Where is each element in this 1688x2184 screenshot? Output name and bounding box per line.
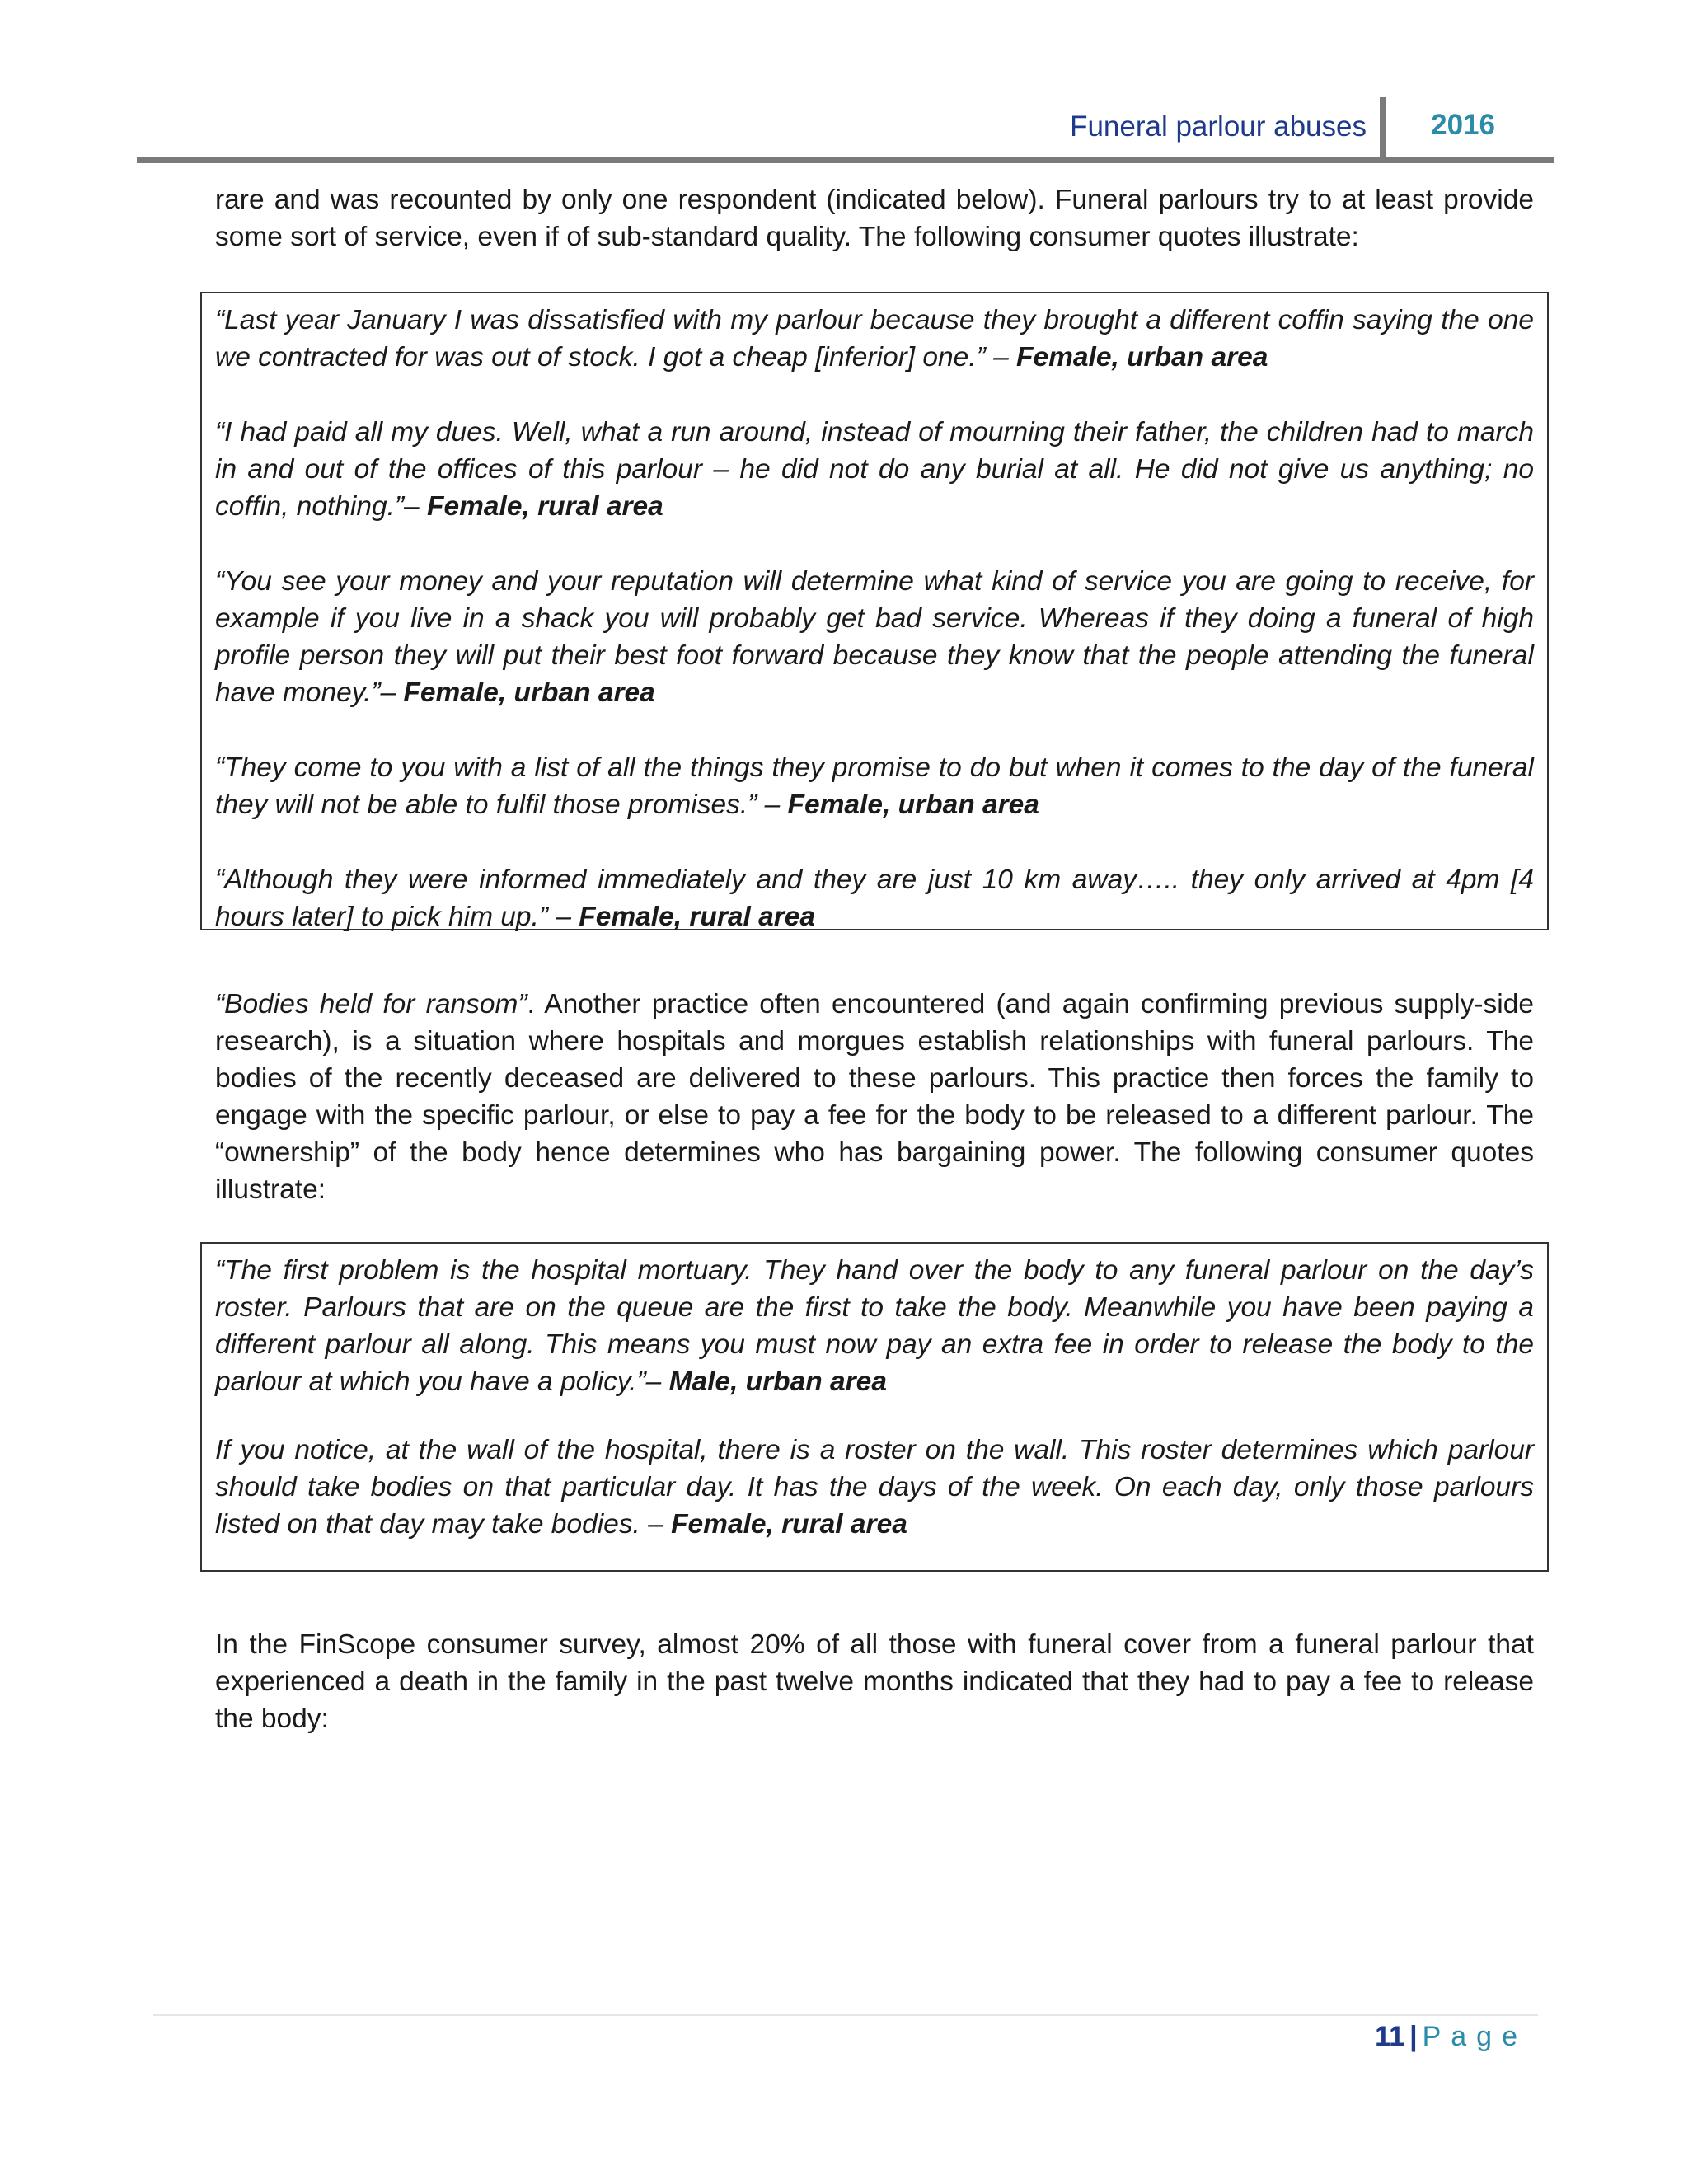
header-title: Funeral parlour abuses	[1070, 110, 1367, 143]
ransom-lead: “Bodies held for ransom”	[215, 989, 528, 1019]
quote-item: “The first problem is the hospital mortuary. They hand over the body to any funeral parlour on the day’s roster. Parlours that are on the queue are the first to take the body. Meanwhile you have been paying a different parlour all along. This means you must now pay an extra fee in order to release the body to the parlour at which you have a policy.”– Male, urban area	[215, 1255, 1534, 1397]
quote-attribution: Female, urban area	[403, 677, 655, 708]
ransom-body: . Another practice often encountered (and again confirming previous supply-side research), is a situation where hospitals and morgues establish relationships with funeral parlours. The bodies of the recently deceased are delivered to these parlours. This practice then forces the family to engage with the specific parlour, or else to pay a fee for the body to be released to a different parlour. The “ownership” of the body hence determines who has bargaining power. The following consumer quotes illustrate:	[215, 989, 1534, 1205]
header-year: 2016	[1431, 109, 1495, 141]
quote-attribution: Female, urban area	[787, 790, 1039, 820]
finscope-paragraph: In the FinScope consumer survey, almost 20% of all those with funeral cover from a funeral parlour that experienced a death in the family in the past twelve months indicated that they had to pay a fee to release the body:	[215, 1629, 1534, 1734]
quote-box-service	[200, 292, 1549, 930]
quote-attribution: Female, rural area	[427, 491, 663, 522]
page-footer	[1375, 2021, 1527, 2053]
page-label: Page	[1422, 2021, 1527, 2052]
quote-box-ransom	[200, 1242, 1549, 1572]
ransom-paragraph	[215, 986, 1534, 1208]
quote-attribution: Male, urban area	[668, 1366, 887, 1397]
page-separator: |	[1409, 2021, 1418, 2052]
quote-item: “They come to you with a list of all the things they promise to do but when it comes to the day of the funeral they will not be able to fulfil those promises.” – Female, urban area	[215, 752, 1534, 820]
quote-item: “I had paid all my dues. Well, what a run around, instead of mourning their father, the children had to march in and out of the offices of this parlour – he did not do any burial at all. He did not give us anything; no coffin, nothing.”– Female, rural area	[215, 417, 1534, 522]
quote-item: “Although they were informed immediately and they are just 10 km away….. they only arrived at 4pm [4 hours later] to pick him up.” – Female, rural area	[215, 865, 1534, 932]
page-header	[137, 97, 1554, 163]
quote-attribution: Female, urban area	[1016, 342, 1268, 373]
quote-item: If you notice, at the wall of the hospital, there is a roster on the wall. This roster determines which parlour should take bodies on that particular day. It has the days of the week. On each day, only those parlours listed on that day may take bodies. – Female, rural area	[215, 1435, 1534, 1540]
intro-paragraph: rare and was recounted by only one respondent (indicated below). Funeral parlours try to at least provide some sort of service, even if of sub-standard quality. The following consumer quotes illustrate:	[215, 185, 1534, 252]
header-rule	[137, 157, 1554, 163]
quote-attribution: Female, rural area	[671, 1509, 907, 1540]
page-number: 11	[1375, 2021, 1405, 2052]
footer-rule	[153, 2014, 1538, 2016]
quote-item: “Last year January I was dissatisfied with my parlour because they brought a different coffin saying the one we contracted for was out of stock. I got a cheap [inferior] one.” – Female, urban area	[215, 305, 1534, 373]
header-divider	[1380, 97, 1386, 162]
quote-item: “You see your money and your reputation will determine what kind of service you are going to receive, for example if you live in a shack you will probably get bad service. Whereas if they doing a funeral of high profile person they will put their best foot forward because they know that the people attending the funeral have money.”– Female, urban area	[215, 566, 1534, 708]
quote-attribution: Female, rural area	[579, 902, 816, 932]
